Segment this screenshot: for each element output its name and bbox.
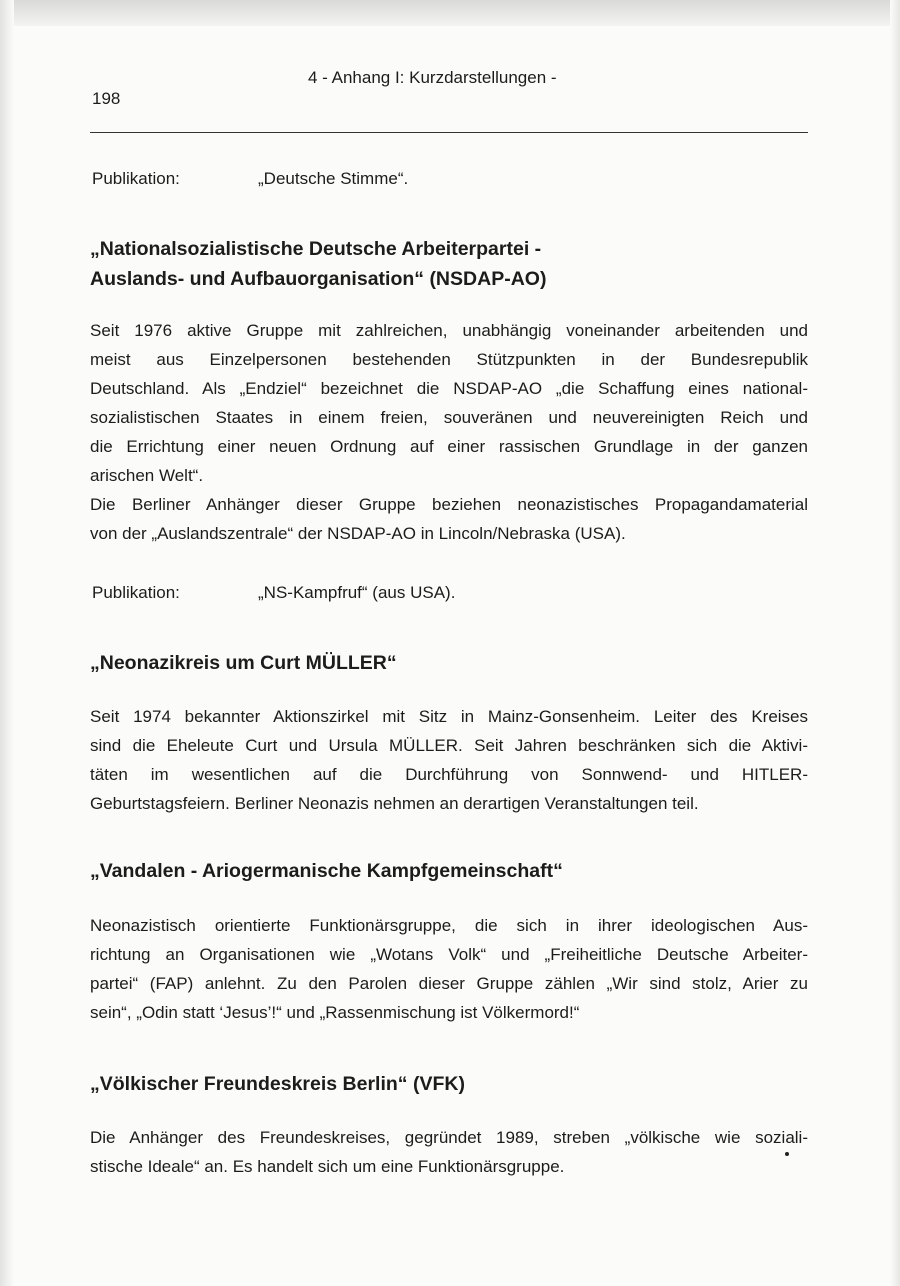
section-heading-mueller: „Neonazikreis um Curt MÜLLER“	[90, 652, 397, 674]
section-heading-vandalen: „Vandalen - Ariogermanische Kampfgemeinschaft“	[90, 860, 563, 882]
text-line: richtung an Organisationen wie „Wotans Volk“ und „Freiheitliche Deutsche Arbeiter-	[90, 945, 808, 964]
publication-value: „NS-Kampfruf“ (aus USA).	[258, 583, 456, 602]
text-line: von der „Auslandszentrale“ der NSDAP-AO in Lincoln/Nebraska (USA).	[90, 524, 626, 543]
section-body-nsdap-ao	[90, 316, 808, 548]
page-number: 198	[92, 89, 121, 108]
text-line: die Errichtung einer neuen Ordnung auf einer rassischen Grundlage in der ganzen	[90, 437, 808, 456]
text-line: täten im wesentlichen auf die Durchführung von Sonnwend- und HITLER-	[90, 765, 808, 784]
scan-shadow-left	[0, 0, 14, 1286]
publication-label: Publikation:	[92, 583, 180, 602]
text-line: Deutschland. Als „Endziel“ bezeichnet die NSDAP-AO „die Schaffung eines national-	[90, 379, 808, 398]
text-line: partei“ (FAP) anlehnt. Zu den Parolen dieser Gruppe zählen „Wir sind stolz, Arier zu	[90, 974, 808, 993]
text-line: stische Ideale“ an. Es handelt sich um eine Funktionärsgruppe.	[90, 1157, 565, 1176]
text-line: sozialistischen Staates in einem freien, souveränen und neuvereinigten Reich und	[90, 408, 808, 427]
section-body-mueller	[90, 702, 808, 818]
heading-line: „Nationalsozialistische Deutsche Arbeiterpartei -	[90, 238, 542, 260]
heading-line: Auslands- und Aufbauorganisation“ (NSDAP-AO)	[90, 268, 547, 290]
section-heading-vfk: „Völkischer Freundeskreis Berlin“ (VFK)	[90, 1073, 465, 1095]
section-heading-nsdap-ao	[90, 234, 546, 294]
text-line: Seit 1976 aktive Gruppe mit zahlreichen, unabhängig voneinander arbeitenden und	[90, 321, 808, 340]
running-header: 4 - Anhang I: Kurzdarstellungen -	[308, 68, 557, 87]
publication-value: „Deutsche Stimme“.	[258, 169, 409, 188]
text-line: Geburtstagsfeiern. Berliner Neonazis nehmen an derartigen Veranstaltungen teil.	[90, 794, 699, 813]
publication-label: Publikation:	[92, 169, 180, 188]
text-line: Seit 1974 bekannter Aktionszirkel mit Sitz in Mainz-Gonsenheim. Leiter des Kreises	[90, 707, 808, 726]
section-body-vandalen	[90, 911, 808, 1027]
text-line: Die Berliner Anhänger dieser Gruppe beziehen neonazistisches Propagandamaterial	[90, 495, 808, 514]
scan-shadow-top	[0, 0, 900, 26]
scan-speck	[785, 1152, 789, 1156]
text-line: arischen Welt“.	[90, 466, 204, 485]
text-line: sein“, „Odin statt ‘Jesus’!“ und „Rassenmischung ist Völkermord!“	[90, 1003, 580, 1022]
text-line: meist aus Einzelpersonen bestehenden Stützpunkten in der Bundesrepublik	[90, 350, 808, 369]
text-line: sind die Eheleute Curt und Ursula MÜLLER. Seit Jahren beschränken sich die Aktivi-	[90, 736, 808, 755]
scan-shadow-right	[890, 0, 900, 1286]
text-line: Die Anhänger des Freundeskreises, gegründet 1989, streben „völkische wie soziali-	[90, 1128, 808, 1147]
section-body-vfk	[90, 1123, 808, 1181]
text-line: Neonazistisch orientierte Funktionärsgruppe, die sich in ihrer ideologischen Aus-	[90, 916, 808, 935]
header-rule	[90, 132, 808, 133]
